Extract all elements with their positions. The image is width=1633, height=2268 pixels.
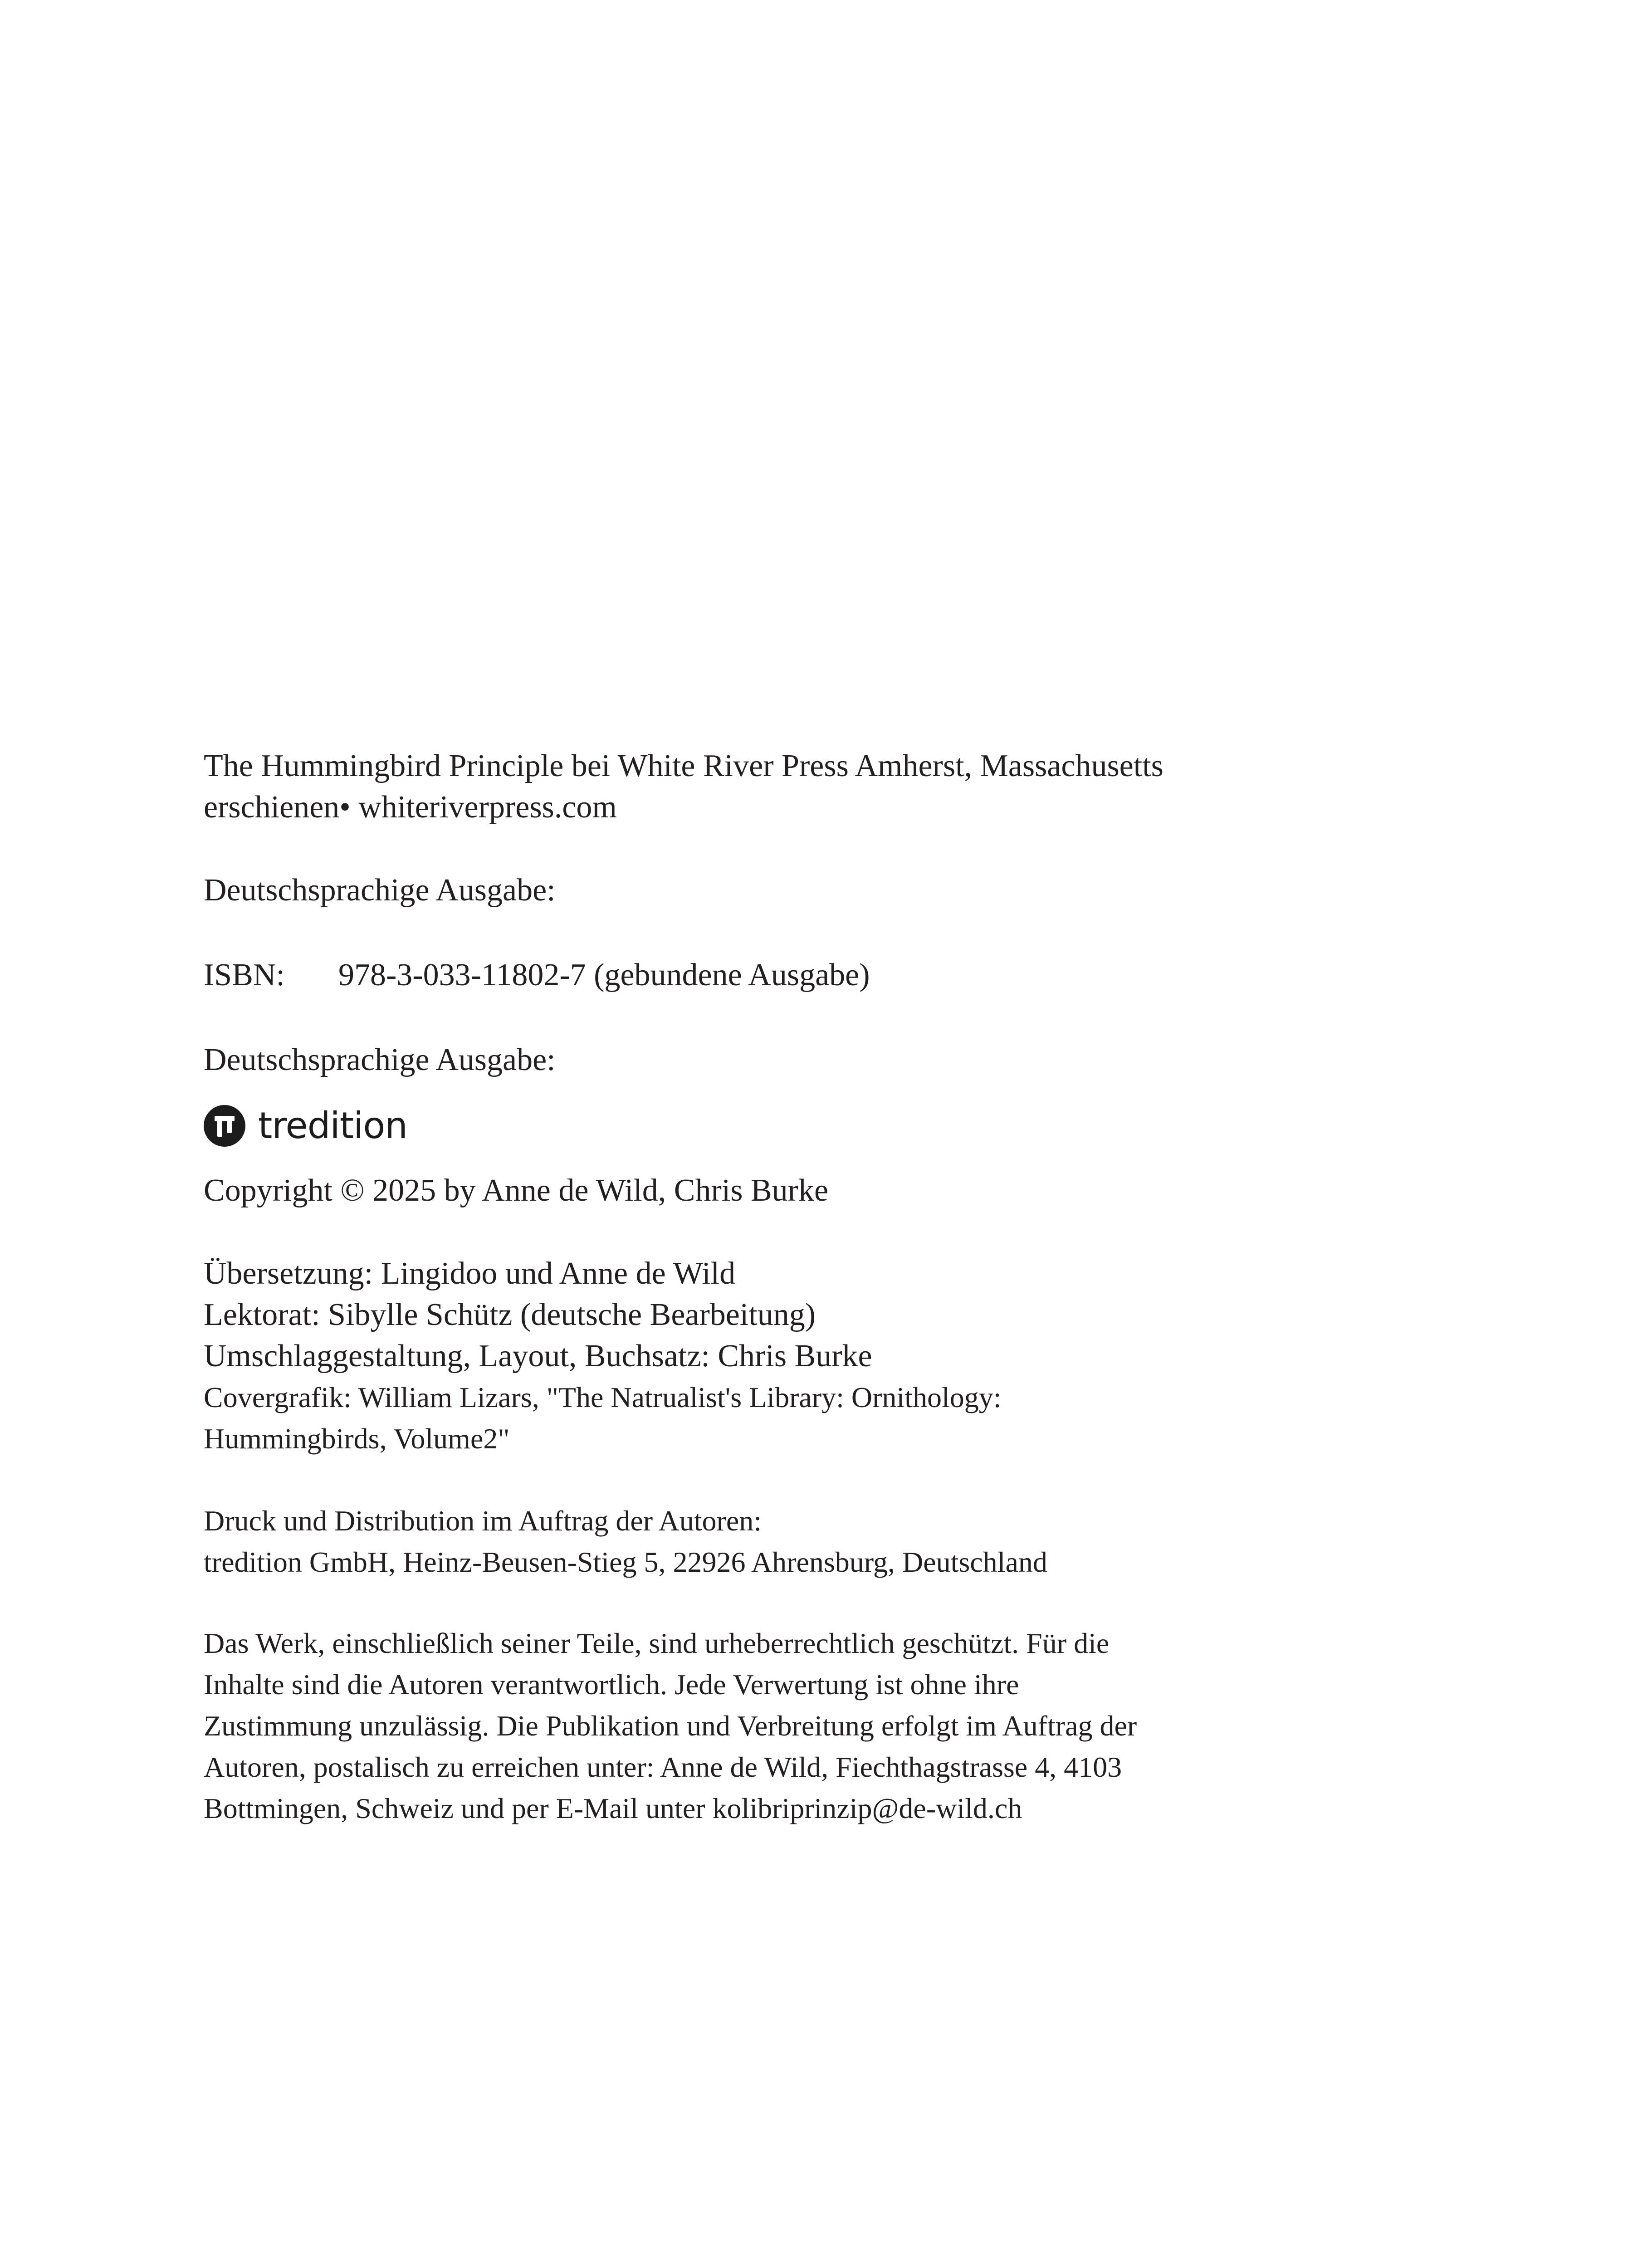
copyright-line: [204, 1170, 1338, 1211]
text-line: Druck und Distribution im Auftrag der Autoren:: [204, 1505, 762, 1537]
credit-translation: Übersetzung: Lingidoo und Anne de Wild: [204, 1256, 736, 1291]
print-distribution: [204, 1500, 1338, 1583]
edition-label-secondary: [204, 1039, 1338, 1080]
isbn-line: [204, 954, 1338, 996]
original-publication-note: [204, 745, 1338, 828]
publisher-logo: [204, 1104, 407, 1148]
tredition-logo-icon: [204, 1105, 245, 1147]
credit-editing: Lektorat: Sibylle Schütz (deutsche Bearbeitung): [204, 1297, 816, 1332]
copyright-text: Copyright © 2025 by Anne de Wild, Chris Burke: [204, 1173, 829, 1208]
legal-notice: [204, 1623, 1338, 1829]
edition-label-text: Deutschsprachige Ausgabe:: [204, 873, 556, 908]
credit-cover-continued: Hummingbirds, Volume2": [204, 1422, 510, 1455]
isbn-value: 978-3-033-11802-7 (gebundene Ausgabe): [338, 958, 870, 992]
text-line: tredition GmbH, Heinz-Beusen-Stieg 5, 22926 Ahrensburg, Deutschland: [204, 1546, 1047, 1578]
text-line: Autoren, postalisch zu erreichen unter: Anne de Wild, Fiechthagstrasse 4, 4103: [204, 1751, 1122, 1783]
text-line: Zustimmung unzulässig. Die Publikation und Verbreitung erfolgt im Auftrag der: [204, 1710, 1137, 1742]
credits: [204, 1253, 1338, 1459]
edition-label: [204, 870, 1338, 911]
text-line: erschienen• whiteriverpress.com: [204, 790, 617, 825]
credit-cover: Covergrafik: William Lizars, "The Natrualist's Library: Ornithology:: [204, 1381, 1002, 1413]
publisher-wordmark: tredition: [258, 1105, 407, 1147]
text-line: The Hummingbird Principle bei White River Press Amherst, Massachusetts: [204, 748, 1164, 783]
text-line: Das Werk, einschließlich seiner Teile, sind urheberrechtlich geschützt. Für die: [204, 1627, 1110, 1659]
credit-design: Umschlaggestaltung, Layout, Buchsatz: Chris Burke: [204, 1339, 872, 1374]
isbn-label: ISBN:: [204, 958, 285, 992]
edition-label-text: Deutschsprachige Ausgabe:: [204, 1042, 556, 1077]
text-line: Inhalte sind die Autoren verantwortlich. Jede Verwertung ist ohne ihre: [204, 1668, 1019, 1701]
text-line: Bottmingen, Schweiz und per E-Mail unter kolibriprinzip@de-wild.ch: [204, 1792, 1022, 1824]
